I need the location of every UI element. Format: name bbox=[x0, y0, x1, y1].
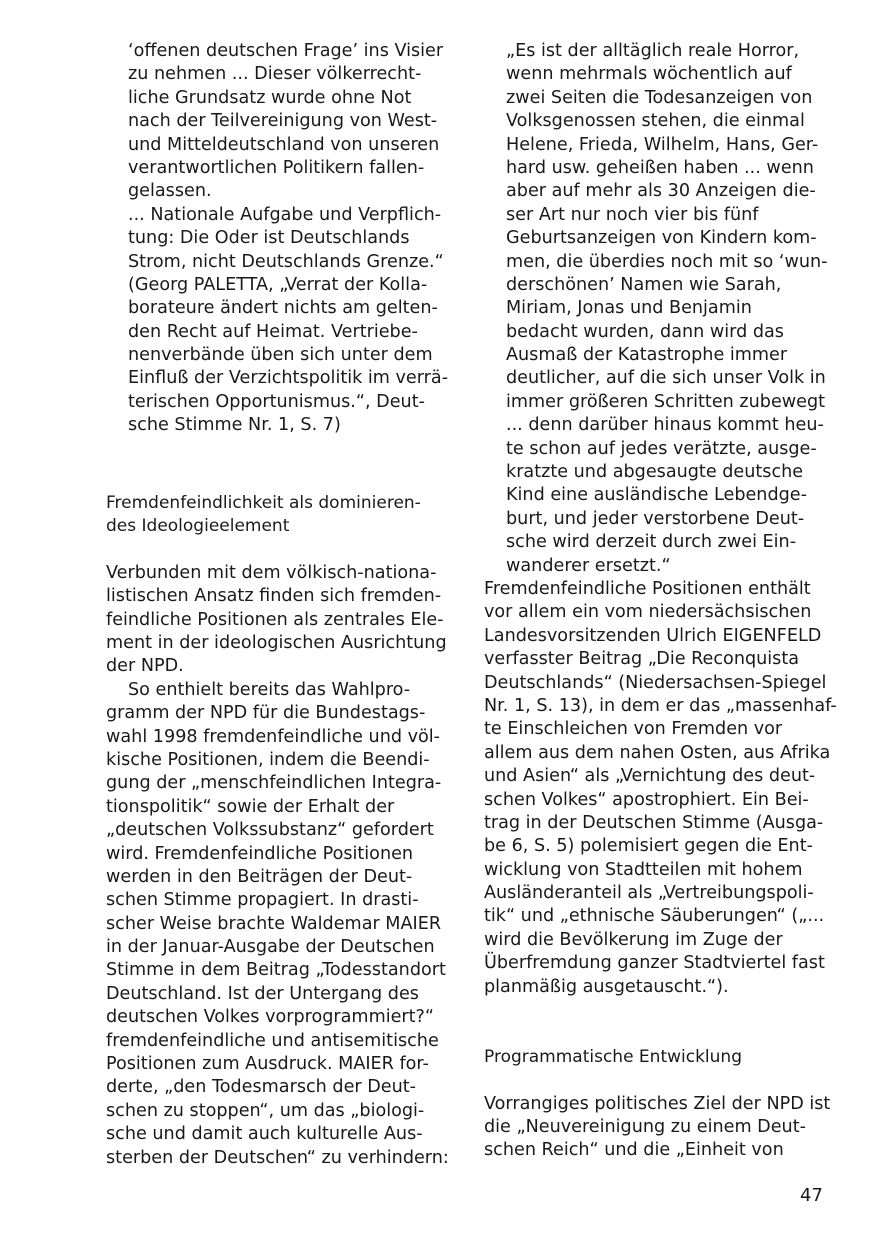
text-line: trag in der Deutschen Stimme (Ausga- bbox=[484, 812, 824, 833]
text-line: tung: Die Oder ist Deutschlands bbox=[128, 228, 410, 249]
text-line: in der Januar-Ausgabe der Deutschen bbox=[106, 937, 435, 958]
text-line: listischen Ansatz finden sich fremden- bbox=[106, 586, 442, 607]
text-line: gelassen. bbox=[128, 181, 212, 202]
block-quote-paletta bbox=[106, 40, 449, 438]
text-line: derschönen’ Namen wie Sarah, bbox=[506, 274, 782, 295]
text-line: burt, und jeder verstorbene Deut- bbox=[506, 508, 805, 529]
text-line: tionspolitik“ sowie der Erhalt der bbox=[106, 796, 395, 817]
paragraph-intro bbox=[106, 562, 446, 679]
text-line: schen Stimme propagiert. In drasti- bbox=[106, 890, 419, 911]
text-line: ... Nationale Aufgabe und Verpflich- bbox=[128, 204, 442, 225]
text-line: schen Volkes“ apostrophiert. Ein Bei- bbox=[484, 789, 809, 810]
text-line: fremdenfeindliche und antisemitische bbox=[106, 1030, 439, 1051]
text-line: sche und damit auch kulturelle Aus- bbox=[106, 1124, 423, 1145]
text-line: hard usw. geheißen haben ... wenn bbox=[506, 157, 814, 178]
page-number: 47 bbox=[800, 1185, 823, 1206]
paragraph-eigenfeld bbox=[484, 578, 837, 999]
text-line: Ausmaß der Katastrophe immer bbox=[506, 345, 788, 366]
text-line: immer größeren Schritten zubewegt bbox=[506, 391, 826, 412]
text-line: werden in den Beiträgen der Deut- bbox=[106, 866, 413, 887]
text-line: bedacht wurden, dann wird das bbox=[506, 321, 784, 342]
text-line: ser Art nur noch vier bis fünf bbox=[506, 204, 759, 225]
text-line: Fremdenfeindliche Positionen enthält bbox=[484, 578, 811, 599]
text-line: men, die überdies noch mit so ‘wun- bbox=[506, 251, 828, 272]
text-line: Nr. 1, S. 13), in dem er das „massenhaf- bbox=[484, 695, 837, 716]
text-line: Geburtsanzeigen von Kindern kom- bbox=[506, 228, 817, 249]
text-line: und Asien“ als „Vernichtung des deut- bbox=[484, 766, 816, 787]
text-line: planmäßig ausgetauscht.“). bbox=[484, 976, 729, 997]
text-line: Deutschlands“ (Niedersachsen-Spiegel bbox=[484, 672, 827, 693]
text-line: aber auf mehr als 30 Anzeigen die- bbox=[506, 181, 816, 202]
text-line: wicklung von Stadtteilen mit hohem bbox=[484, 859, 803, 880]
text-line: „deutschen Volkssubstanz“ gefordert bbox=[106, 820, 434, 841]
text-line: allem aus dem nahen Osten, aus Afrika bbox=[484, 742, 831, 763]
text-line: Helene, Frieda, Wilhelm, Hans, Ger- bbox=[506, 134, 819, 155]
text-line: liche Grundsatz wurde ohne Not bbox=[128, 87, 412, 108]
text-line: „Es ist der alltäglich reale Horror, bbox=[506, 41, 800, 61]
text-line: Volksgenossen stehen, die einmal bbox=[506, 111, 805, 132]
text-line: wahl 1998 fremdenfeindliche und völ- bbox=[106, 726, 441, 747]
text-line: nach der Teilvereinigung von West- bbox=[128, 111, 438, 132]
text-line: sche wird derzeit durch zwei Ein- bbox=[506, 532, 797, 553]
text-line: be 6, S. 5) polemisiert gegen die Ent- bbox=[484, 836, 813, 857]
text-line: te schon auf jedes verätzte, ausge- bbox=[506, 438, 817, 459]
text-line: verfasster Beitrag „Die Reconquista bbox=[484, 649, 800, 670]
text-line: Strom, nicht Deutschlands Grenze.“ bbox=[128, 251, 444, 272]
text-line: nenverbände üben sich unter dem bbox=[128, 345, 433, 366]
text-line: Positionen zum Ausdruck. MAIER for- bbox=[106, 1054, 429, 1075]
text-line: zu nehmen ... Dieser völkerrecht- bbox=[128, 64, 422, 85]
block-quote-maier bbox=[484, 40, 828, 578]
text-line: wanderer ersetzt.“ bbox=[506, 555, 671, 576]
text-line: ‘offenen deutschen Frage’ ins Visier bbox=[128, 41, 444, 61]
text-line: Einfluß der Verzichtspolitik im verrä- bbox=[128, 368, 449, 389]
text-line: feindliche Positionen als zentrales Ele- bbox=[106, 609, 444, 630]
text-line: kratzte und abgesaugte deutsche bbox=[506, 462, 804, 483]
text-line: Stimme in dem Beitrag „Todesstandort bbox=[106, 960, 446, 981]
text-line: borateure ändert nichts am gelten- bbox=[128, 298, 438, 319]
right-column bbox=[484, 40, 837, 1163]
text-line: wenn mehrmals wöchentlich auf bbox=[506, 64, 792, 85]
text-line: Fremdenfeindlichkeit als dominieren- bbox=[106, 492, 421, 513]
text-line: verantwortlichen Politikern fallen- bbox=[128, 157, 425, 178]
text-line: Ausländeranteil als „Vertreibungspoli- bbox=[484, 883, 814, 904]
text-line: Vorrangiges politisches Ziel der NPD ist bbox=[484, 1093, 831, 1114]
text-line: (Georg PALETTA, „Verrat der Kolla- bbox=[128, 274, 428, 295]
text-line: und Mitteldeutschland von unseren bbox=[128, 134, 440, 155]
text-line: derte, „den Todesmarsch der Deut- bbox=[106, 1077, 416, 1098]
text-line: So enthielt bereits das Wahlpro- bbox=[128, 679, 411, 700]
text-line: schen Reich“ und die „Einheit von bbox=[484, 1140, 784, 1161]
text-line: terischen Opportunismus.“, Deut- bbox=[128, 391, 425, 412]
text-line: tik“ und „ethnische Säuberungen“ („... bbox=[484, 906, 825, 927]
section-heading-programmatische-entwicklung: Programmatische Entwicklung bbox=[484, 1046, 742, 1067]
text-line: ... denn darüber hinaus kommt heu- bbox=[506, 415, 824, 436]
text-line: sche Stimme Nr. 1, S. 7) bbox=[128, 415, 341, 436]
paragraph-wahlprogramm bbox=[106, 679, 449, 1170]
text-line: ment in der ideologischen Ausrichtung bbox=[106, 632, 447, 653]
text-line: den Recht auf Heimat. Vertriebe- bbox=[128, 321, 418, 342]
text-line: schen zu stoppen“, um das „biologi- bbox=[106, 1100, 425, 1121]
text-line: wird die Bevölkerung im Zuge der bbox=[484, 929, 783, 950]
text-line: deutschen Volkes vorprogrammiert?“ bbox=[106, 1007, 435, 1028]
text-line: sterben der Deutschen“ zu verhindern: bbox=[106, 1147, 449, 1168]
left-column bbox=[106, 40, 449, 1170]
text-line: Kind eine ausländische Lebendge- bbox=[506, 485, 807, 506]
text-line: te Einschleichen von Fremden vor bbox=[484, 719, 783, 740]
text-line: Landesvorsitzenden Ulrich EIGENFELD bbox=[484, 625, 822, 646]
text-line: deutlicher, auf die sich unser Volk in bbox=[506, 368, 826, 389]
text-line: Deutschland. Ist der Untergang des bbox=[106, 983, 419, 1004]
text-line: scher Weise brachte Waldemar MAIER bbox=[106, 913, 442, 934]
text-line: kische Positionen, indem die Beendi- bbox=[106, 749, 430, 770]
paragraph-neuvereinigung bbox=[484, 1093, 831, 1163]
text-line: zwei Seiten die Todesanzeigen von bbox=[506, 87, 813, 108]
text-line: die „Neuvereinigung zu einem Deut- bbox=[484, 1116, 806, 1137]
section-heading-fremdenfeindlichkeit bbox=[106, 492, 446, 539]
text-line: gramm der NPD für die Bundestags- bbox=[106, 703, 426, 724]
text-line: Überfremdung ganzer Stadtviertel fast bbox=[484, 953, 825, 974]
text-line: der NPD. bbox=[106, 656, 184, 677]
text-line: wird. Fremdenfeindliche Positionen bbox=[106, 843, 414, 864]
text-line: Miriam, Jonas und Benjamin bbox=[506, 298, 752, 319]
text-line: des Ideologieelement bbox=[106, 516, 290, 537]
text-line: gung der „menschfeindlichen Integra- bbox=[106, 773, 442, 794]
text-line: Verbunden mit dem völkisch-nationa- bbox=[106, 562, 437, 583]
text-line: vor allem ein vom niedersächsischen bbox=[484, 602, 812, 623]
